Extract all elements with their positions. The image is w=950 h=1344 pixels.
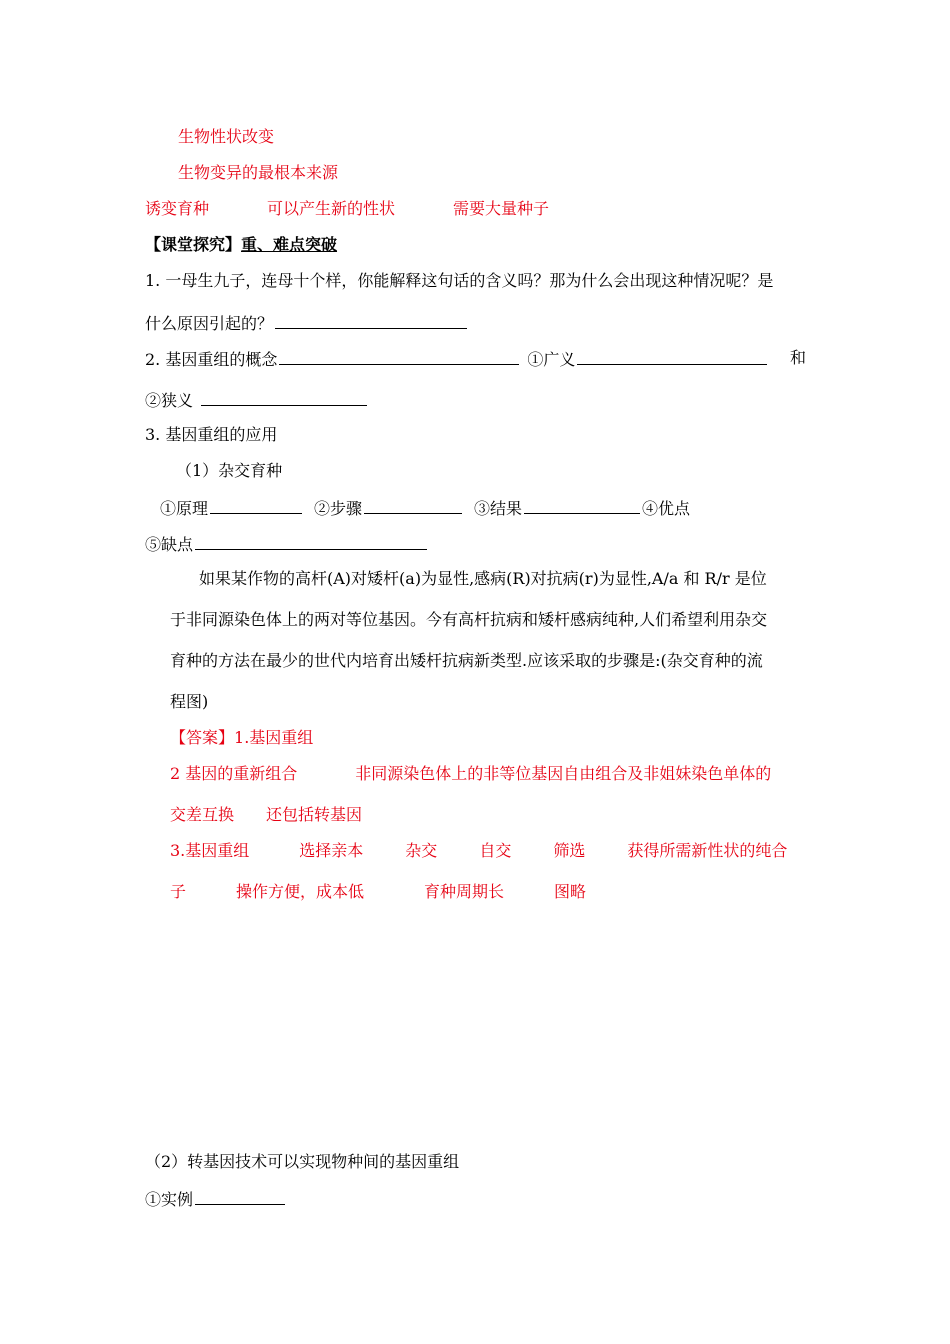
answer-2-free-combination: 非同源染色体上的非等位基因自由组合及非姐妹染色单体的	[355, 764, 772, 783]
answer-line-variation-source: 生物变异的最根本来源	[178, 163, 339, 182]
principle-answer-blank[interactable]	[210, 497, 302, 514]
problem-paragraph-line-3: 育种的方法在最少的世代内培育出矮杆抗病新类型.应该采取的步骤是:(杂交育种的流	[170, 651, 763, 670]
section-title: 重、难点突破	[241, 235, 338, 254]
result-label: ③结果	[474, 499, 523, 518]
answer-3-screen: 筛选	[553, 841, 586, 860]
steps-answer-blank[interactable]	[364, 497, 462, 514]
answer-3-cross: 杂交	[405, 841, 438, 860]
principle-label: ①原理	[160, 499, 209, 518]
narrow-sense-label: ②狭义	[145, 391, 194, 410]
answer-line-5	[170, 882, 586, 902]
answer-3-select-parents: 选择亲本	[299, 841, 364, 860]
problem-paragraph-line-4: 程图)	[170, 692, 209, 711]
answer-line-3	[170, 805, 362, 825]
answer-line-mutation-breeding	[145, 199, 549, 219]
answer-line-4	[170, 841, 787, 861]
answer-3-self-cross: 自交	[479, 841, 512, 860]
answer-line-trait-change: 生物性状改变	[178, 127, 275, 146]
broad-sense-label: ①广义	[527, 350, 576, 369]
answer-1: 1.基因重组	[234, 728, 314, 747]
example-label: ①实例	[145, 1190, 194, 1209]
advantage-label: ④优点	[642, 499, 691, 518]
section-heading	[145, 235, 337, 255]
answer-3-advantage: 操作方便，成本低	[236, 882, 365, 901]
hybrid-breeding-items	[160, 497, 690, 517]
answer-line-2	[170, 764, 771, 784]
question-3-title: 3. 基因重组的应用	[145, 425, 278, 444]
steps-label: ②步骤	[314, 499, 363, 518]
answer-3-result: 获得所需新性状的纯合	[627, 841, 788, 860]
question-1-text: 什么原因引起的？	[145, 314, 274, 333]
disadvantage-answer-blank[interactable]	[195, 533, 427, 550]
question-1-answer-blank[interactable]	[275, 312, 467, 329]
narrow-sense-answer-blank[interactable]	[201, 389, 367, 406]
question-1-line-1: 1. 一母生九子，连母十个样，你能解释这句话的含义吗？那为什么会出现这种情况呢？是	[145, 271, 774, 290]
answer-many-seeds: 需要大量种子	[453, 199, 550, 218]
example-answer-blank[interactable]	[195, 1188, 285, 1205]
answer-3-principle: 3.基因重组	[170, 841, 250, 860]
answer-label: 【答案】	[170, 728, 235, 747]
answer-3-disadvantage: 育种周期长	[424, 882, 505, 901]
question-2-line-2	[145, 389, 369, 409]
hybrid-breeding-subtitle: （1）杂交育种	[176, 461, 283, 480]
broad-sense-answer-blank[interactable]	[577, 348, 767, 365]
answer-2-crossing-over: 交差互换	[170, 805, 235, 824]
answer-2-transgenic: 还包括转基因	[266, 805, 363, 824]
question-2-line-1	[145, 348, 769, 368]
answer-3-diagram: 图略	[554, 882, 587, 901]
disadvantage-line	[145, 533, 429, 553]
result-answer-blank[interactable]	[524, 497, 640, 514]
answer-line-1	[170, 728, 313, 748]
section-bracket-title: 【课堂探究】	[145, 235, 242, 254]
question-1-line-2	[145, 312, 469, 332]
example-line	[145, 1188, 287, 1208]
answer-new-traits: 可以产生新的性状	[267, 199, 396, 218]
and-label: 和	[790, 348, 807, 367]
problem-paragraph-line-2: 于非同源染色体上的两对等位基因。今有高杆抗病和矮杆感病纯种,人们希望利用杂交	[170, 610, 768, 629]
answer-mutation-breeding: 诱变育种	[145, 199, 210, 218]
transgenic-subtitle: （2）转基因技术可以实现物种间的基因重组	[145, 1152, 460, 1171]
problem-paragraph-line-1: 如果某作物的高杆(A)对矮杆(a)为显性,感病(R)对抗病(r)为显性,A/a 和 R/r 是位	[199, 569, 767, 588]
concept-answer-blank[interactable]	[279, 348, 519, 365]
disadvantage-label: ⑤缺点	[145, 535, 194, 554]
answer-2-recombination: 2 基因的重新组合	[170, 764, 298, 783]
answer-3-result-end: 子	[170, 882, 187, 901]
question-2-concept-label: 2. 基因重组的概念	[145, 350, 278, 369]
